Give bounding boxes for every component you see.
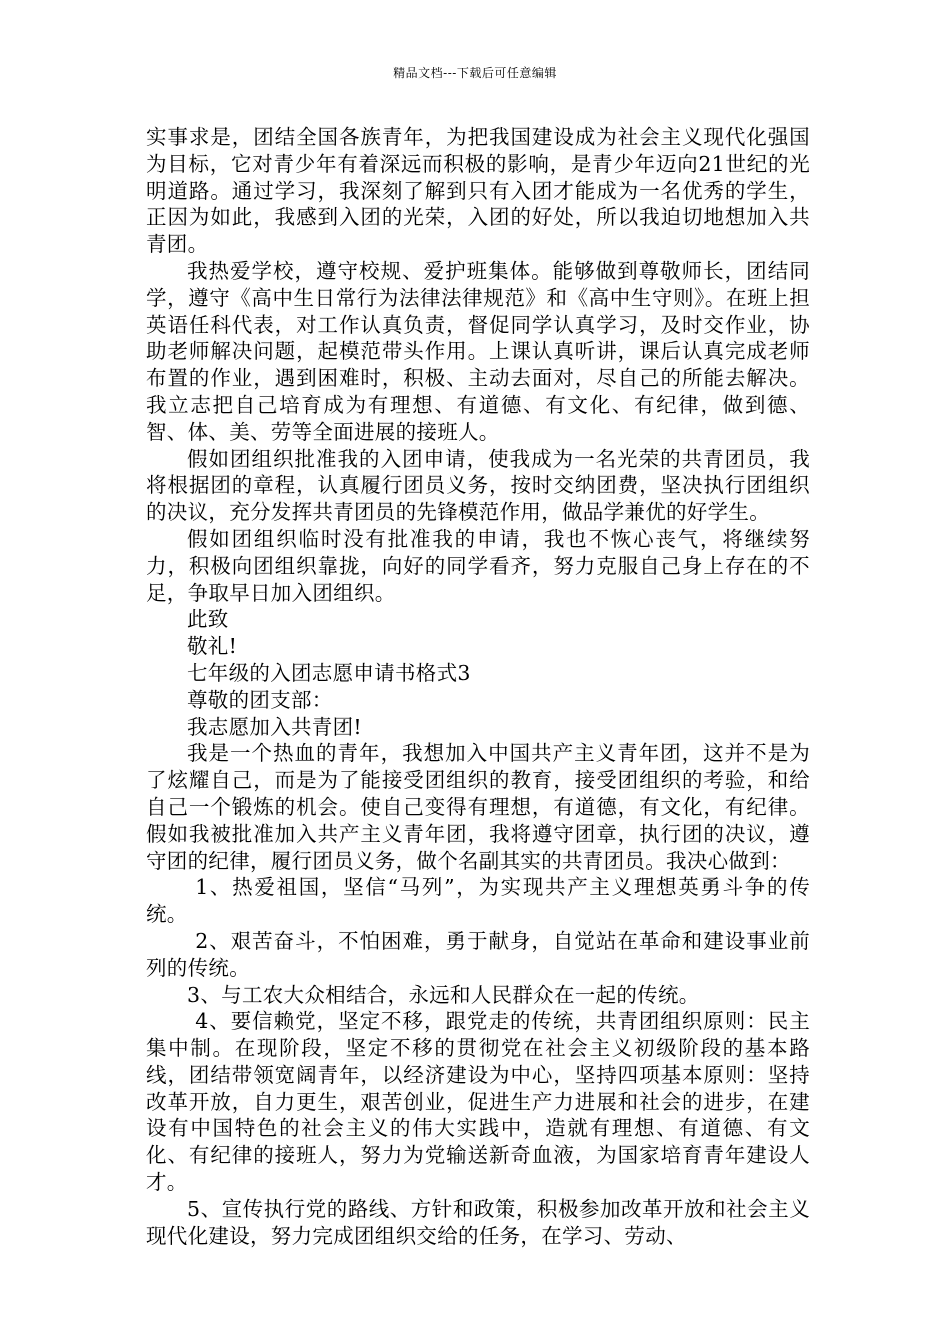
document-body xyxy=(146,124,810,1249)
section-title: 七年级的入团志愿申请书格式3 xyxy=(187,660,471,685)
letter-greeting: 尊敬的团支部： xyxy=(187,687,333,712)
page-header: 精品文档---下载后可任意编辑 xyxy=(393,66,557,80)
paragraph: 假如团组织临时没有批准我的申请，我也不恢心丧气，将继续努力，积极向团组织靠拢，向好的同学看齐，努力克服自己身上存在的不足，争取早日加入团组织。 xyxy=(146,526,810,605)
list-item: 1、热爱祖国，坚信“马列”，为实现共产主义理想英勇斗争的传统。 xyxy=(146,875,810,927)
paragraph: 假如团组织批准我的入团申请，使我成为一名光荣的共青团员，我将根据团的章程，认真履行团员义务，按时交纳团费，坚决执行团组织的决议，充分发挥共青团员的先锋模范作用，做品学兼优的好学生。 xyxy=(146,446,810,525)
list-item: 3、与工农大众相结合，永远和人民群众在一起的传统。 xyxy=(187,982,700,1007)
paragraph: 实事求是，团结全国各族青年，为把我国建设成为社会主义现代化强国为目标，它对青少年有着深远而积极的影响，是青少年迈向21世纪的光明道路。通过学习，我深刻了解到只有入团才能成为一名优秀的学生，正因为如此，我感到入团的光荣，入团的好处，所以我迫切地想加入共青团。 xyxy=(146,125,810,257)
list-item: 4、要信赖党，坚定不移，跟党走的传统，共青团组织原则：民主集中制。在现阶段，坚定不移的贯彻党在社会主义初级阶段的基本路线，团结带领宽阔青年，以经济建设为中心，坚持四项基本原则：坚持改革开放，自力更生，艰苦创业，促进生产力进展和社会的进步，在建设有中国特色的社会主义的伟大实践中，造就有理想、有道德、有文化、有纪律的接班人，努力为党输送新奇血液，为国家培育青年建设人才。 xyxy=(146,1009,810,1195)
list-item: 2、艰苦奋斗，不怕困难，勇于献身，自觉站在革命和建设事业前列的传统。 xyxy=(146,928,810,980)
closing-salutation: 此致 xyxy=(187,607,229,632)
paragraph: 我热爱学校，遵守校规、爱护班集体。能够做到尊敬师长，团结同学，遵守《高中生日常行为法律法律规范》和《高中生守则》。在班上担英语任科代表，对工作认真负责，督促同学认真学习，及时交作业，协助老师解决问题，起模范带头作用。上课认真听讲，课后认真完成老师布置的作业，遇到困难时，积极、主动去面对，尽自己的所能去解决。我立志把自己培育成为有理想、有道德、有文化、有纪律，做到德、智、体、美、劳等全面进展的接班人。 xyxy=(146,258,810,444)
list-item: 5、宣传执行党的路线、方针和政策，积极参加改革开放和社会主义现代化建设，努力完成团组织交给的任务，在学习、劳动、 xyxy=(146,1196,810,1248)
paragraph: 我志愿加入共青团! xyxy=(187,714,362,739)
paragraph: 我是一个热血的青年，我想加入中国共产主义青年团，这并不是为了炫耀自己，而是为了能接受团组织的教育，接受团组织的考验，和给自己一个锻炼的机会。使自己变得有理想，有道德，有文化，有纪律。假如我被批准加入共产主义青年团，我将遵守团章，执行团的决议，遵守团的纪律，履行团员义务，做个名副其实的共青团员。我决心做到： xyxy=(146,741,810,873)
closing-regards: 敬礼! xyxy=(187,634,238,659)
